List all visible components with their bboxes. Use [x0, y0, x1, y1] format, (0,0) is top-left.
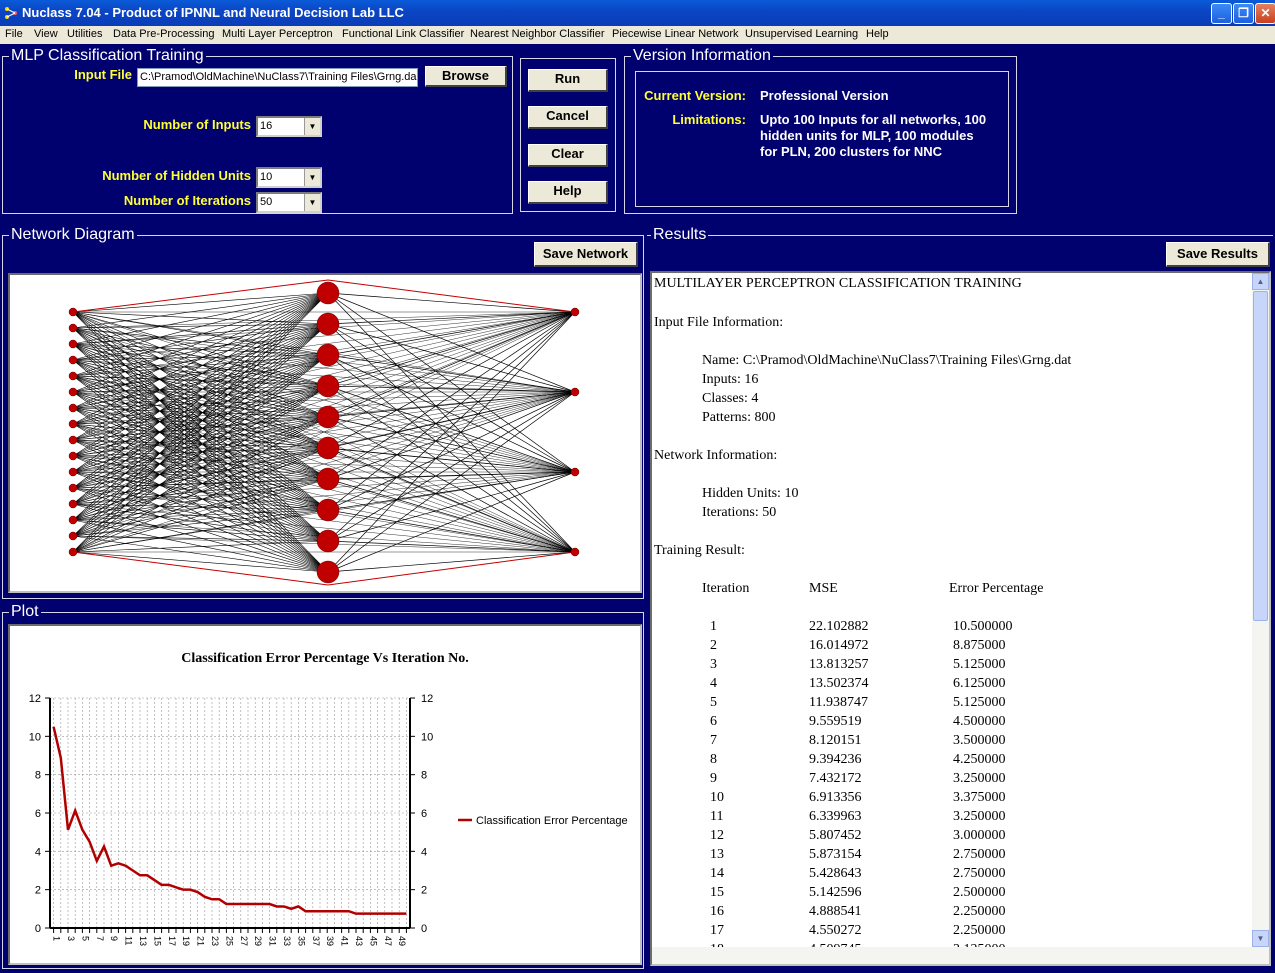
- x-tick-label: 49: [397, 936, 408, 947]
- network-diagram-panel: [8, 273, 642, 593]
- input-node: [69, 500, 77, 508]
- limitations-line: for PLN, 200 clusters for NNC: [760, 144, 943, 159]
- window-title: Nuclass 7.04 - Product of IPNNL and Neural Decision Lab LLC: [22, 5, 404, 20]
- mse-cell: 13.502374: [809, 676, 869, 691]
- limitations-line: Upto 100 Inputs for all networks, 100: [760, 112, 987, 127]
- x-tick-label: 39: [325, 936, 336, 947]
- inputs-select[interactable]: 16 ▼: [256, 116, 322, 137]
- mse-cell: 6.339963: [809, 809, 862, 824]
- x-tick-label: 17: [166, 936, 177, 947]
- iteration-cell: 11: [710, 809, 724, 824]
- input-node: [69, 372, 77, 380]
- iteration-cell: 14: [710, 866, 724, 881]
- chart-title: Classification Error Percentage Vs Iteration No.: [181, 651, 469, 666]
- x-tick-label: 27: [238, 936, 249, 947]
- error-cell: 3.500000: [953, 733, 1006, 748]
- column-header-iteration: Iteration: [702, 581, 750, 596]
- weight-line: [73, 440, 328, 448]
- clear-button[interactable]: Clear: [528, 144, 608, 167]
- hidden-node: [317, 561, 339, 583]
- iterations-label: Number of Iterations: [123, 193, 251, 208]
- hidden-units-select[interactable]: 10 ▼: [256, 167, 322, 188]
- mse-cell: 9.559519: [809, 714, 862, 729]
- cancel-button[interactable]: Cancel: [528, 106, 608, 129]
- hidden-units-label: Number of Hidden Units: [102, 168, 251, 183]
- input-node: [69, 484, 77, 492]
- browse-button[interactable]: Browse: [425, 66, 507, 87]
- result-hidden-units: Hidden Units: 10: [702, 486, 799, 501]
- y-tick-label: 4: [34, 846, 41, 859]
- iteration-cell: 7: [710, 733, 717, 748]
- column-header-mse: MSE: [809, 581, 838, 596]
- iteration-cell: 16: [710, 904, 724, 919]
- x-tick-label: 19: [181, 936, 192, 947]
- run-button[interactable]: Run: [528, 69, 608, 92]
- mse-cell: 5.428643: [809, 866, 862, 881]
- mse-cell: 16.014972: [809, 638, 869, 653]
- menu-piecewise-linear-network[interactable]: Piecewise Linear Network: [612, 28, 739, 40]
- y-tick-label-right: 4: [421, 846, 428, 859]
- result-inputs: Inputs: 16: [702, 372, 759, 387]
- save-network-button[interactable]: Save Network: [534, 242, 638, 267]
- output-node: [571, 308, 579, 316]
- network-legend: Network Diagram: [11, 226, 135, 243]
- iteration-cell: 10: [710, 790, 724, 805]
- y-tick-label-right: 2: [421, 884, 428, 897]
- legend-label: Classification Error Percentage: [476, 815, 628, 827]
- hidden-node: [317, 313, 339, 335]
- input-node: [69, 436, 77, 444]
- weight-line: [73, 488, 328, 572]
- x-tick-label: 41: [339, 936, 350, 947]
- weight-line: [328, 392, 575, 448]
- menu-nearest-neighbor-classifier[interactable]: Nearest Neighbor Classifier: [470, 28, 605, 40]
- mse-cell: 6.913356: [809, 790, 862, 805]
- input-file-label: Input File: [74, 67, 132, 82]
- error-cell: 4.250000: [953, 752, 1006, 767]
- menu-multi-layer-perceptron[interactable]: Multi Layer Perceptron: [222, 28, 333, 40]
- input-node: [69, 452, 77, 460]
- input-node: [69, 548, 77, 556]
- error-cell: 2.500000: [953, 885, 1006, 900]
- x-tick-label: 35: [296, 936, 307, 947]
- error-cell: 3.375000: [953, 790, 1006, 805]
- scroll-up-icon[interactable]: ▲: [1252, 273, 1269, 290]
- iteration-cell: 17: [710, 923, 724, 938]
- iteration-cell: 2: [710, 638, 717, 653]
- current-version-value: Professional Version: [760, 88, 889, 103]
- x-tick-label: 3: [66, 936, 76, 942]
- input-node: [69, 340, 77, 348]
- error-cell: 5.125000: [953, 695, 1006, 710]
- error-cell: 3.250000: [953, 809, 1006, 824]
- network-group: [2, 226, 644, 599]
- output-node: [571, 548, 579, 556]
- app-icon: [4, 6, 18, 20]
- hidden-node: [317, 499, 339, 521]
- weight-line: [73, 293, 328, 520]
- y-tick-label-right: 10: [421, 731, 434, 744]
- mse-cell: 5.142596: [809, 885, 862, 900]
- error-chart: [10, 626, 640, 963]
- error-series-line: [54, 727, 407, 914]
- results-heading: MULTILAYER PERCEPTRON CLASSIFICATION TRAINING: [654, 276, 1022, 291]
- hidden-node: [317, 375, 339, 397]
- hidden-node: [317, 282, 339, 304]
- limitations-line: hidden units for MLP, 100 modules: [760, 128, 974, 143]
- weight-line: [328, 392, 575, 510]
- error-cell: 10.500000: [953, 619, 1013, 634]
- x-tick-label: 9: [109, 936, 120, 942]
- input-file-field[interactable]: C:\Pramod\OldMachine\NuClass7\Training Files\Grng.da: [137, 68, 418, 87]
- x-tick-label: 13: [138, 936, 148, 947]
- input-file-info-heading: Input File Information:: [654, 315, 784, 330]
- version-group: [624, 47, 1017, 214]
- y-tick-label: 8: [34, 769, 41, 782]
- iteration-cell: 9: [710, 771, 717, 786]
- vertical-scrollbar[interactable]: [1252, 273, 1269, 947]
- y-tick-label-right: 12: [421, 693, 434, 705]
- result-classes: Classes: 4: [702, 391, 759, 406]
- error-cell: 2.750000: [953, 866, 1006, 881]
- x-tick-label: 7: [94, 936, 105, 942]
- error-cell: 3.000000: [953, 828, 1006, 843]
- output-node: [571, 388, 579, 396]
- mse-cell: 8.120151: [809, 733, 862, 748]
- maximize-button[interactable]: ❐: [1233, 3, 1254, 24]
- y-tick-label: 0: [34, 923, 41, 935]
- x-tick-label: 11: [123, 936, 134, 946]
- hidden-node: [317, 344, 339, 366]
- menu-unsupervised-learning[interactable]: Unsupervised Learning: [745, 28, 859, 40]
- menu-help[interactable]: Help: [866, 28, 889, 40]
- iteration-cell: 8: [710, 752, 717, 767]
- weight-line: [328, 355, 575, 392]
- result-file-name: Name: C:\Pramod\OldMachine\NuClass7\Training Files\Grng.dat: [702, 353, 1072, 368]
- x-tick-label: 33: [282, 936, 292, 947]
- chevron-down-icon[interactable]: ▼: [304, 118, 320, 135]
- x-tick-label: 21: [195, 936, 206, 947]
- network-diagram: [10, 275, 640, 591]
- mse-cell: 4.888541: [809, 904, 862, 919]
- mse-cell: 22.102882: [809, 619, 869, 634]
- hidden-node: [317, 406, 339, 428]
- x-tick-label: 47: [382, 936, 393, 947]
- x-tick-label: 15: [152, 936, 163, 947]
- action-button-group: [520, 58, 616, 212]
- chevron-down-icon[interactable]: ▼: [304, 169, 320, 186]
- iteration-cell: 3: [710, 657, 717, 672]
- x-tick-label: 43: [354, 936, 364, 947]
- y-tick-label: 12: [28, 693, 41, 705]
- weight-line: [328, 392, 575, 541]
- weight-line: [73, 424, 328, 572]
- x-tick-label: 5: [80, 936, 91, 942]
- input-node: [69, 516, 77, 524]
- iteration-cell: 5: [710, 695, 717, 710]
- weight-line: [328, 293, 575, 392]
- scroll-thumb[interactable]: [1253, 291, 1268, 621]
- weight-line: [328, 312, 575, 386]
- y-tick-label-right: 8: [421, 769, 428, 782]
- close-button[interactable]: ✕: [1255, 3, 1275, 24]
- plot-legend: Plot: [11, 603, 39, 620]
- input-node: [69, 468, 77, 476]
- weight-line: [328, 312, 575, 572]
- error-cell: 2.750000: [953, 847, 1006, 862]
- input-node: [69, 308, 77, 316]
- error-cell: 2.250000: [953, 923, 1006, 938]
- training-result-heading: Training Result:: [654, 543, 745, 558]
- mse-cell: 7.432172: [809, 771, 862, 786]
- error-cell: 3.250000: [953, 771, 1006, 786]
- result-patterns: Patterns: 800: [702, 410, 776, 425]
- iterations-select[interactable]: 50 ▼: [256, 192, 322, 213]
- hidden-node: [317, 530, 339, 552]
- menu-file[interactable]: File: [5, 28, 23, 40]
- plot-panel: [8, 624, 642, 965]
- y-tick-label-right: 6: [421, 808, 428, 820]
- weight-line: [73, 536, 328, 572]
- menu-utilities[interactable]: Utilities: [67, 28, 103, 40]
- column-header-error: Error Percentage: [949, 581, 1044, 596]
- input-node: [69, 404, 77, 412]
- chevron-down-icon[interactable]: ▼: [304, 194, 320, 211]
- iteration-cell: 1: [710, 619, 717, 634]
- x-tick-label: 37: [310, 936, 321, 947]
- hidden-node: [317, 437, 339, 459]
- y-tick-label: 2: [34, 884, 41, 897]
- x-tick-label: 45: [368, 936, 379, 947]
- x-tick-label: 29: [253, 936, 264, 947]
- network-info-heading: Network Information:: [654, 448, 778, 463]
- menu-data-pre-processing[interactable]: Data Pre-Processing: [113, 28, 215, 40]
- version-inner-frame: [635, 71, 1009, 207]
- horizontal-scrollbar[interactable]: [652, 947, 1269, 964]
- mse-cell: 13.813257: [809, 657, 869, 672]
- version-legend: Version Information: [633, 47, 771, 64]
- current-version-label: Current Version:: [644, 88, 746, 103]
- iteration-cell: 4: [710, 676, 717, 691]
- title-bar: [0, 0, 1275, 26]
- x-tick-label: 31: [267, 936, 278, 947]
- help-button[interactable]: Help: [528, 181, 608, 204]
- output-node: [571, 468, 579, 476]
- save-results-button[interactable]: Save Results: [1166, 242, 1270, 267]
- menu-bar: [0, 26, 1275, 44]
- menu-view[interactable]: View: [34, 28, 58, 40]
- y-tick-label-right: 0: [421, 923, 428, 935]
- results-legend: Results: [653, 226, 707, 243]
- input-node: [69, 420, 77, 428]
- input-node: [69, 324, 77, 332]
- training-group: [2, 47, 513, 214]
- iteration-cell: 15: [710, 885, 724, 900]
- x-tick-label: 1: [51, 936, 62, 942]
- x-tick-label: 25: [224, 936, 235, 947]
- iteration-cell: 6: [710, 714, 717, 729]
- mse-cell: 5.807452: [809, 828, 862, 843]
- inputs-label: Number of Inputs: [143, 117, 251, 132]
- menu-functional-link-classifier[interactable]: Functional Link Classifier: [342, 28, 465, 40]
- weight-line: [328, 479, 575, 552]
- weight-line: [73, 293, 328, 504]
- y-tick-label: 10: [28, 731, 41, 744]
- training-legend: MLP Classification Training: [11, 47, 204, 64]
- error-cell: 5.125000: [953, 657, 1006, 672]
- hidden-node: [317, 468, 339, 490]
- input-node: [69, 388, 77, 396]
- y-tick-label: 6: [34, 808, 41, 820]
- results-text-area[interactable]: [650, 271, 1271, 966]
- weight-line: [73, 541, 328, 552]
- input-node: [69, 532, 77, 540]
- weight-line: [328, 386, 575, 392]
- mse-cell: 9.394236: [809, 752, 862, 767]
- weight-line: [328, 355, 575, 552]
- plot-group: [2, 603, 644, 969]
- iteration-cell: 13: [710, 847, 724, 862]
- mse-cell: 11.938747: [809, 695, 868, 710]
- x-tick-label: 23: [210, 936, 220, 947]
- input-node: [69, 356, 77, 364]
- error-cell: 2.250000: [953, 904, 1006, 919]
- error-cell: 4.500000: [953, 714, 1006, 729]
- mse-cell: 4.550272: [809, 923, 862, 938]
- scroll-down-icon[interactable]: ▼: [1252, 930, 1269, 947]
- iteration-cell: 12: [710, 828, 724, 843]
- error-cell: 6.125000: [953, 676, 1006, 691]
- limitations-label: Limitations:: [672, 112, 746, 127]
- error-cell: 8.875000: [953, 638, 1006, 653]
- minimize-button[interactable]: _: [1211, 3, 1232, 24]
- mse-cell: 5.873154: [809, 847, 862, 862]
- weight-line: [328, 312, 575, 355]
- result-iterations: Iterations: 50: [702, 505, 777, 520]
